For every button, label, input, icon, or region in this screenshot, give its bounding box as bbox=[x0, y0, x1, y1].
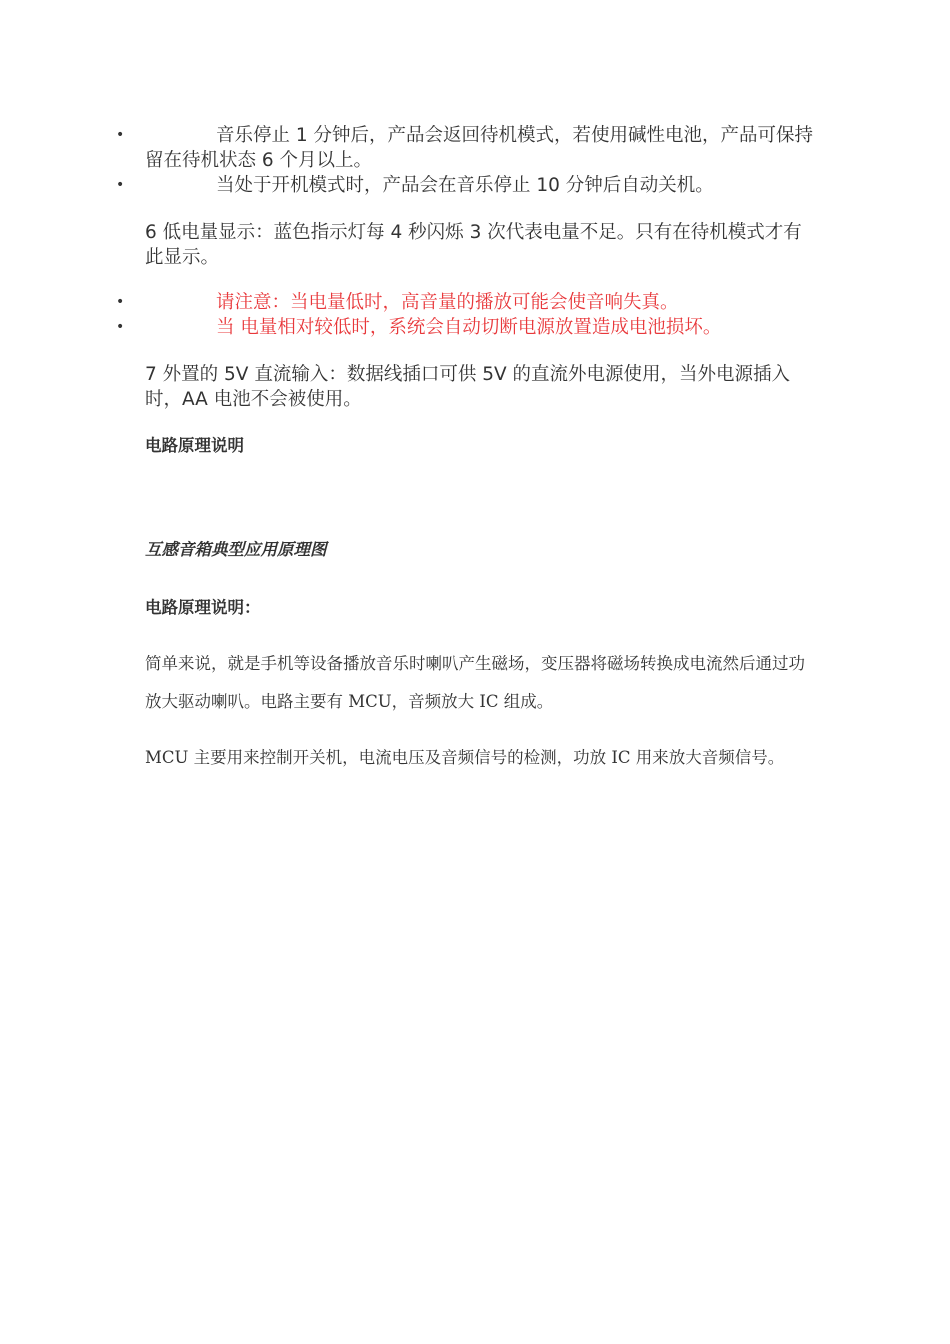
list-item bbox=[116, 123, 816, 173]
list-item bbox=[116, 315, 816, 340]
list-item bbox=[116, 290, 816, 315]
section-heading: 电路原理说明 bbox=[145, 436, 244, 455]
standby-bullet-list bbox=[116, 123, 816, 198]
list-item bbox=[116, 173, 816, 198]
bullet-icon: • bbox=[116, 294, 125, 310]
section-heading: 电路原理说明： bbox=[145, 598, 261, 617]
bullet-icon: • bbox=[116, 319, 125, 335]
bullet-text: 当处于开机模式时，产品会在音乐停止 10 分钟后自动关机。 bbox=[216, 175, 714, 196]
bullet-icon: • bbox=[116, 177, 125, 193]
warning-text: 当 电量相对较低时，系统会自动切断电源放置造成电池损坏。 bbox=[216, 317, 722, 338]
warning-bullet-list bbox=[116, 290, 816, 340]
figure-caption: 互感音箱典型应用原理图 bbox=[145, 540, 327, 559]
bullet-icon: • bbox=[116, 127, 125, 143]
dc-input-paragraph: 7 外置的 5V 直流输入：数据线插口可供 5V 的直流外电源使用，当外电源插入时，AA 电池不会被使用。 bbox=[145, 364, 791, 410]
bullet-text: 音乐停止 1 分钟后，产品会返回待机模式，若使用碱性电池，产品可保持留在待机状态 6 个月以上。 bbox=[145, 125, 814, 171]
body-paragraph: MCU 主要用来控制开关机，电流电压及音频信号的检测，功放 IC 用来放大音频信号。 bbox=[145, 748, 785, 767]
body-paragraph: 简单来说，就是手机等设备播放音乐时喇叭产生磁场，变压器将磁场转换成电流然后通过功放大驱动喇叭。电路主要有 MCU，音频放大 IC 组成。 bbox=[145, 654, 805, 711]
low-battery-paragraph: 6 低电量显示：蓝色指示灯每 4 秒闪烁 3 次代表电量不足。只有在待机模式才有此显示。 bbox=[145, 222, 802, 268]
warning-text: 请注意：当电量低时，高音量的播放可能会使音响失真。 bbox=[216, 292, 679, 313]
